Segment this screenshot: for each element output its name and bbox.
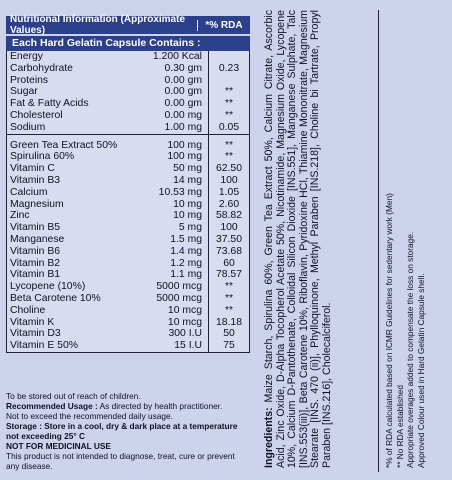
footnote-overages: Appropriate overages added to compensate the loss on storage. — [405, 231, 416, 468]
nutrient-quantity: 0.00 gm — [164, 98, 202, 110]
nutrient-quantity: 5000 mcg — [156, 281, 202, 293]
nutrient-quantity: 0.00 mg — [164, 109, 202, 121]
nutrient-name: Beta Carotene 10% — [10, 292, 101, 304]
table-row — [7, 234, 249, 246]
nutrient-quantity: 1.5 mg — [170, 233, 202, 245]
nutrient-name: Manganese — [10, 233, 65, 245]
nutrient-quantity: 1.00 mg — [164, 121, 202, 133]
nutrient-name: Sodium — [10, 121, 46, 133]
nutrient-rda: 62.50 — [208, 163, 249, 175]
nutrient-rda: ** — [208, 151, 249, 163]
table-row — [7, 258, 249, 270]
ingredients-text — [264, 10, 334, 468]
nutrient-quantity: 50 mg — [173, 163, 202, 175]
table-row — [7, 328, 249, 340]
table-row — [7, 340, 249, 352]
storage-child-note: To be stored out of reach of children. — [6, 391, 141, 401]
nutrient-rda — [208, 75, 249, 87]
table-row — [7, 86, 249, 98]
usage-text: As directed by health practitioner. — [97, 401, 223, 411]
nutrient-quantity: 5000 mcg — [156, 292, 202, 304]
nutrient-rda: 75 — [208, 340, 249, 352]
usage-notes — [6, 391, 250, 471]
nutrient-rda: 0.23 — [208, 63, 249, 75]
nutrient-name: Magnesium — [10, 198, 64, 210]
table-row — [7, 269, 249, 281]
nutrient-quantity: 14 mg — [173, 174, 202, 186]
nutrient-quantity: 1.4 mg — [170, 245, 202, 257]
table-header-title: Nutritional Information (Approximate Values) — [10, 14, 185, 36]
nutrient-name: Vitamin D3 — [10, 328, 61, 340]
table-row — [7, 187, 249, 199]
nutrient-quantity: 10 mcg — [167, 316, 202, 328]
nutrient-quantity: 0.30 gm — [164, 62, 202, 74]
nutrient-rda: ** — [208, 281, 249, 293]
nutrition-table — [6, 16, 250, 353]
nutrient-rda: ** — [208, 293, 249, 305]
nutrient-rda: 50 — [208, 328, 249, 340]
rotated-content — [258, 0, 452, 480]
ingredients-label: Ingredients: — [263, 407, 275, 468]
table-row — [7, 163, 249, 175]
nutrient-quantity: 1.200 Kcal — [152, 51, 202, 62]
nutrient-name: Vitamin B2 — [10, 257, 61, 269]
table-row — [7, 317, 249, 329]
usage-note — [6, 401, 250, 411]
footnotes — [384, 10, 426, 468]
table-row — [7, 199, 249, 211]
table-row — [7, 293, 249, 305]
nutrient-quantity: 10 mg — [173, 198, 202, 210]
ingredients-list: Maize Starch, Spirulina 60%, Green Tea Extract 50%, Calcium Citrate, Ascorbic Acid, Zinc Oxide, D-Alpha Tocopherol Acetate 50%, Nicotinamide, Magnesium Oxide, Lycopene 10%, Calcium D-Pantothenate, Colloidal Silicon Dioxide [INS.551], Manganese Sulphate, Talc [INS.553(iii)], Beta Carotene 10%, Riboflavin, Pyridoxine HCl, Thiamine Mononitrate, Magnesium Stearate [INS. 470 (ii)], Phylloquinone, Methyl Paraben [INS.218], Choline bi Tartrate, Propyl Paraben [INS.216], Cholecalciferol. — [263, 10, 333, 468]
nutrient-rda: ** — [208, 110, 249, 122]
footnote-colour: Approved Colour used in Hard Gelatin Capsule shell. — [415, 273, 426, 468]
nutrient-name: Vitamin B5 — [10, 222, 61, 234]
table-body — [6, 51, 250, 353]
nutrient-rda: 18.18 — [208, 317, 249, 329]
nutrient-name: Vitamin E 50% — [10, 340, 78, 352]
nutrient-rda: 2.60 — [208, 199, 249, 211]
table-header — [6, 16, 250, 34]
nutrient-name: Proteins — [10, 74, 49, 86]
nutrient-name: Carbohydrate — [10, 62, 73, 74]
nutrient-name: Vitamin B6 — [10, 245, 61, 257]
usage-label: Recommended Usage : — [6, 401, 98, 411]
rotated-section — [258, 0, 452, 480]
nutrient-quantity: 5 mg — [178, 222, 202, 234]
nutrient-name: Cholesterol — [10, 109, 63, 121]
dose-limit-note: Not to exceed the recommended daily usage. — [6, 411, 173, 421]
nutrient-quantity: 1.2 mg — [170, 257, 202, 269]
nutrient-rda: 1.05 — [208, 187, 249, 199]
nutrient-quantity: 0.00 gm — [164, 86, 202, 98]
nutrient-name: Spirulina 60% — [10, 151, 75, 163]
nutrient-name: Sugar — [10, 86, 38, 98]
nutrient-rda: ** — [208, 305, 249, 317]
nutrient-quantity: 100 mg — [167, 139, 202, 151]
nutrient-rda: 78.57 — [208, 269, 249, 281]
nutrient-name: Green Tea Extract 50% — [10, 139, 118, 151]
table-subheader: Each Hard Gelatin Capsule Contains : — [6, 36, 250, 51]
nutrient-name: Vitamin C — [10, 163, 55, 175]
nutrient-quantity: 10 mcg — [167, 304, 202, 316]
nutrient-quantity: 15 I.U — [174, 340, 202, 352]
storage-note: Storage : Store in a cool, dry & dark place at a temperature not exceeding 25° C — [6, 421, 238, 441]
table-row — [7, 63, 249, 75]
nutrient-quantity: 300 I.U — [168, 328, 202, 340]
nutrient-name: Choline — [10, 304, 46, 316]
table-row — [7, 210, 249, 222]
nutrient-name: Vitamin K — [10, 316, 55, 328]
footnote-no-rda: ** No RDA established — [394, 384, 405, 468]
table-row — [7, 110, 249, 122]
divider — [378, 10, 379, 472]
footnote-rda: *% of RDA calculated based on ICMR Guidelines for sedentary work (Men) — [384, 193, 394, 468]
nutrient-group-basic — [7, 51, 249, 134]
table-row — [7, 175, 249, 187]
nutrient-rda: 100 — [208, 175, 249, 187]
nutrient-name: Vitamin B1 — [10, 269, 61, 281]
table-row — [7, 98, 249, 110]
table-row — [7, 281, 249, 293]
table-row — [7, 51, 249, 63]
nutrient-rda: 73.68 — [208, 246, 249, 258]
disclaimer-note: This product is not intended to diagnose, treat, cure or prevent any disease. — [6, 451, 235, 471]
nutrient-rda: 58.82 — [208, 210, 249, 222]
nutrient-rda — [208, 51, 249, 63]
nutrient-rda: 0.05 — [208, 122, 249, 134]
nutrient-rda: 100 — [208, 222, 249, 234]
nutrient-name: Vitamin B3 — [10, 174, 61, 186]
nutrient-rda: 60 — [208, 258, 249, 270]
table-header-rda: *% RDA — [197, 20, 250, 31]
nutrient-quantity: 1.1 mg — [170, 269, 202, 281]
table-row — [7, 305, 249, 317]
nutrient-name: Energy — [10, 51, 43, 62]
table-row — [7, 122, 249, 134]
nutrient-name: Fat & Fatty Acids — [10, 98, 89, 110]
nutrient-quantity: 100 mg — [167, 151, 202, 163]
table-row — [7, 222, 249, 234]
nutrient-name: Calcium — [10, 186, 48, 198]
nutrient-rda: ** — [208, 98, 249, 110]
not-medicinal-note: NOT FOR MEDICINAL USE — [6, 441, 111, 451]
nutrient-name: Zinc — [10, 210, 30, 222]
nutrient-quantity: 0.00 gm — [164, 74, 202, 86]
nutrient-quantity: 10.53 mg — [158, 186, 202, 198]
nutrient-rda: 37.50 — [208, 234, 249, 246]
nutrient-rda: ** — [208, 140, 249, 152]
table-row — [7, 151, 249, 163]
nutrient-name: Lycopene (10%) — [10, 281, 86, 293]
table-row — [7, 140, 249, 152]
nutrient-rda: ** — [208, 86, 249, 98]
nutrient-group-actives — [7, 140, 249, 352]
table-row — [7, 75, 249, 87]
table-row — [7, 246, 249, 258]
nutrient-quantity: 10 mg — [173, 210, 202, 222]
